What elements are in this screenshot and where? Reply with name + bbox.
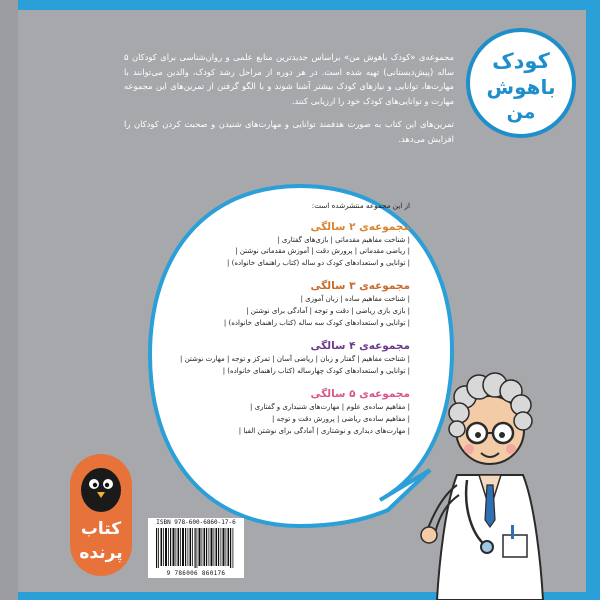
tie-icon <box>485 485 495 527</box>
series-group-4 <box>179 339 410 377</box>
series-group-2 <box>210 220 410 270</box>
group-line: | مفاهیم ساده‌ی ریاضی | پرورش دقت و توجه | <box>272 414 410 423</box>
logo-line1: کودک <box>492 49 550 73</box>
group-title: مجموعه‌ی ۵ سالگی <box>310 388 410 401</box>
group-title: مجموعه‌ی ۲ سالگی <box>310 220 410 233</box>
logo-line3: من <box>506 101 536 123</box>
group-line: | ریاضی مقدماتی | پرورش دقت | آموزش مقدماتی نوشتن | <box>235 247 410 256</box>
series-group-3 <box>210 279 410 329</box>
group-line: | شناخت مفاهیم مقدماتی | بازی‌های گفتاری | <box>277 235 410 244</box>
series-group-5 <box>210 387 410 437</box>
series-lead: از این مجموعه منتشرشده است: <box>311 201 410 210</box>
group-line: | مهارت‌های دیداری و نوشتاری | آمادگی برای نوشتن الفبا | <box>238 426 410 435</box>
intro-paragraph-1: مجموعه‌ی «کودک باهوش من» براساس جدیدترین منابع علمی و روان‌شناسی برای کودکان ۵ ساله (پیش‌دبستانی) تهیه شده است. در هر دوره از مراحل رشد کودک، والدین می‌توانند با مهارت‌ها، توانایی و نیازهای کودک بیشتر آشنا شوند و با الگو گرفتن از تمرین‌های این مجموعه مهارت و توانایی‌های کودک خود را ارزیابی کنند. <box>124 52 454 106</box>
publisher-name-line1: کتاب <box>80 519 122 539</box>
group-title: مجموعه‌ی ۳ سالگی <box>310 280 410 293</box>
barcode-bars <box>148 518 244 578</box>
group-line: | توانایی و استعدادهای کودک چهارساله (کتاب راهنمای خانواده) | <box>222 366 410 375</box>
barcode-digits: 9 786006 860176 <box>166 570 226 577</box>
intro-paragraph-2: تمرین‌های این کتاب به صورت هدفمند توانایی و مهارت‌های شنیدن و صحبت کردن کودکان را افزایش می‌دهد. <box>124 119 454 144</box>
group-line: | توانایی و استعدادهای کودک سه ساله (کتاب راهنمای خانواده) | <box>223 318 410 327</box>
group-line: | شناخت مفاهیم | گفتار و زبان | ریاضی آسان | تمرکز و توجه | مهارت نوشتن | <box>179 355 410 364</box>
group-line: | شناخت مفاهیم ساده | زبان آموزی | <box>300 295 410 304</box>
bird-icon <box>81 468 121 512</box>
logo-line2: باهوش <box>486 75 556 99</box>
publisher-name-line2: پرنده <box>79 543 123 563</box>
group-title: مجموعه‌ی ۴ سالگی <box>310 340 410 353</box>
barcode <box>148 518 244 578</box>
group-line: | مفاهیم ساده‌ی علوم | مهارت‌های شنیداری و گفتاری | <box>249 403 410 412</box>
publisher-logo <box>62 450 146 582</box>
group-line: | بازی بازی ریاضی | دقت و توجه | آمادگی برای نوشتن | <box>246 306 410 315</box>
doctor-hand <box>421 527 437 543</box>
doctor-illustration <box>415 335 565 600</box>
group-line: | توانایی و استعدادهای کودک دو ساله (کتاب راهنمای خانواده) | <box>227 258 410 267</box>
isbn-text: ISBN 978-600-6860-17-6 <box>156 519 236 526</box>
series-list <box>179 200 410 447</box>
